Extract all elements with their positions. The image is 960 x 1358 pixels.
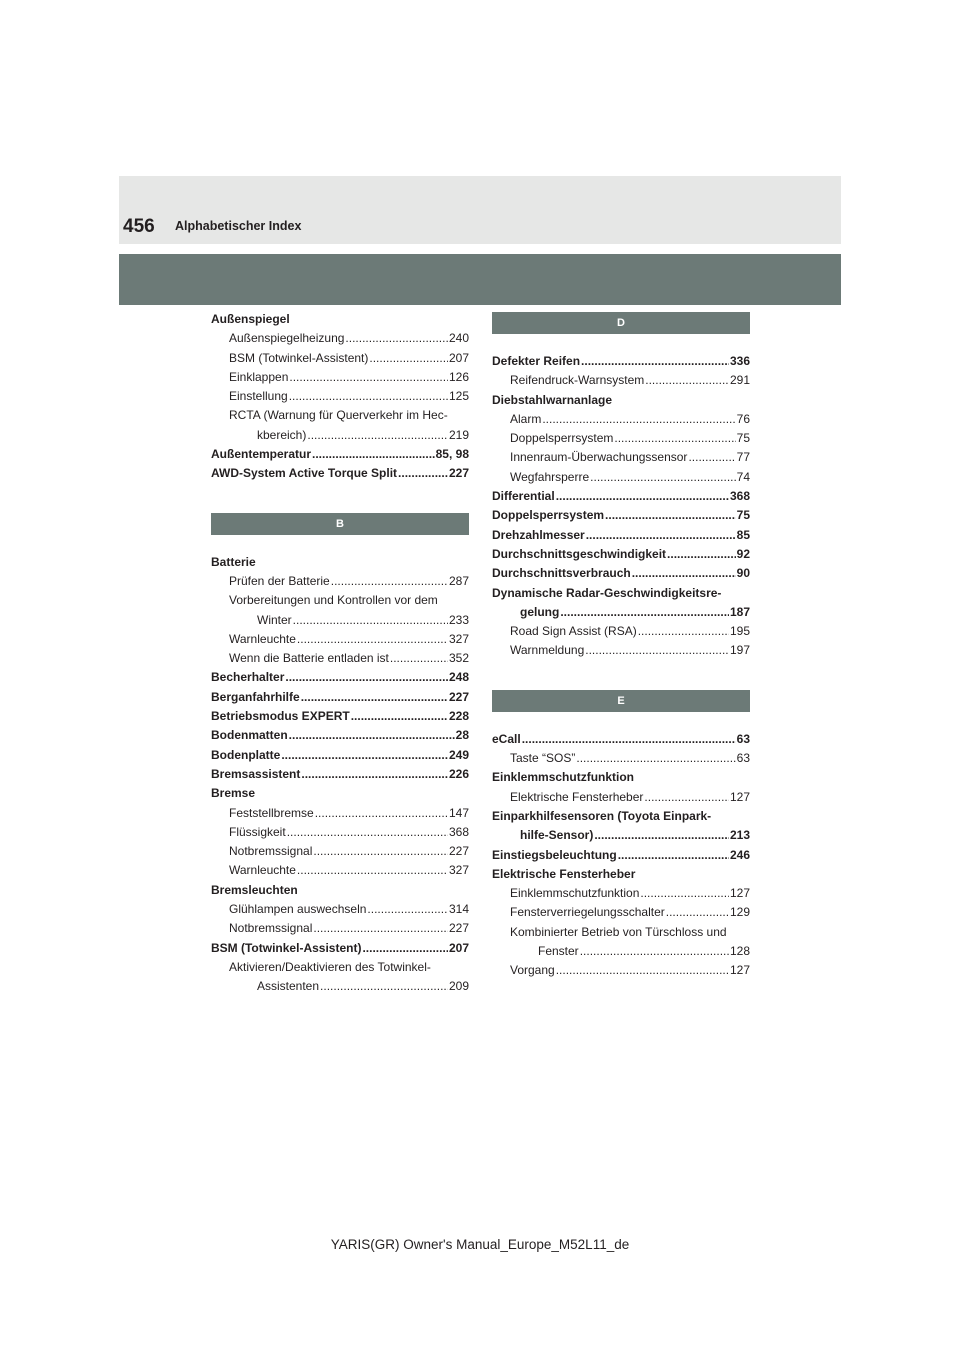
index-subentry: [492, 641, 750, 660]
index-page-ref[interactable]: 147: [448, 805, 469, 820]
index-entry: [492, 846, 750, 865]
dot-leader: [362, 939, 448, 958]
index-entry-label: Becherhalter: [211, 670, 285, 685]
index-subentry: [211, 329, 469, 348]
index-entry-label: Einparkhilfesensoren (Toyota Einpark-: [492, 808, 712, 823]
index-page-ref[interactable]: 352: [448, 651, 469, 666]
index-entry-label-continued: Fenster: [538, 944, 579, 959]
header-bar: [119, 176, 841, 244]
index-page-ref[interactable]: 127: [729, 886, 750, 901]
dot-leader: [369, 349, 448, 368]
index-entry-label: Aktivieren/Deaktivieren des Totwinkel-: [229, 959, 431, 974]
index-entry-label: Bodenplatte: [211, 747, 281, 762]
index-subentry: [492, 903, 750, 922]
dot-leader: [560, 603, 729, 622]
header-decorative-band: [119, 254, 841, 305]
dot-leader: [614, 429, 735, 448]
dot-leader: [398, 464, 448, 483]
section-title: Alphabetischer Index: [175, 219, 302, 233]
index-entry-label: Batterie: [211, 554, 256, 569]
index-entry: [211, 445, 469, 464]
index-entry-label: Betriebsmodus EXPERT: [211, 709, 350, 724]
dot-leader: [313, 842, 448, 861]
dot-leader: [688, 448, 735, 467]
index-subentry: [211, 387, 469, 406]
dot-leader: [345, 329, 448, 348]
index-entry: [211, 668, 469, 687]
index-page-ref[interactable]: 368: [729, 489, 750, 504]
index-entry-label: Kombinierter Betrieb von Türschloss und: [510, 924, 727, 939]
dot-leader: [301, 688, 448, 707]
dot-leader: [667, 545, 736, 564]
dot-leader: [301, 765, 448, 784]
index-letter-heading: D: [492, 312, 750, 334]
index-subentry: [211, 591, 469, 630]
dot-leader: [542, 410, 735, 429]
index-entry: [211, 688, 469, 707]
index-entry-label: Prüfen der Batterie: [229, 573, 330, 588]
index-entry-label: AWD-System Active Torque Split: [211, 466, 398, 481]
index-entry-label: Fensterverriegelungsschalter: [510, 905, 665, 920]
index-page-ref[interactable]: 249: [448, 747, 469, 762]
page-number: 456: [123, 216, 155, 237]
dot-leader: [581, 352, 729, 371]
index-entry-label: BSM (Totwinkel-Assistent): [229, 350, 369, 365]
index-entry: [211, 746, 469, 765]
index-page-ref[interactable]: 248: [448, 670, 469, 685]
index-subentry: [211, 406, 469, 445]
dot-leader: [281, 746, 448, 765]
dot-leader: [585, 641, 729, 660]
index-entry-label: Doppelsperrsystem: [492, 508, 605, 523]
index-page-ref[interactable]: 327: [448, 631, 469, 646]
dot-leader: [632, 564, 736, 583]
index-letter-heading: B: [211, 513, 469, 535]
index-entry: [211, 726, 469, 745]
index-entry-label: Einklemmschutzfunktion: [492, 770, 635, 785]
index-column-right: [492, 310, 750, 981]
index-entry-label: Außenspiegelheizung: [229, 331, 345, 346]
index-page-ref[interactable]: 63: [736, 731, 750, 746]
dot-leader: [289, 368, 448, 387]
index-entry-label: Feststellbremse: [229, 805, 314, 820]
index-entry: [211, 765, 469, 784]
dot-leader: [351, 707, 448, 726]
index-entry-label: Drehzahlmesser: [492, 527, 585, 542]
index-entry: [492, 506, 750, 525]
index-entry-label: Außenspiegel: [211, 312, 290, 326]
index-subentry: [211, 368, 469, 387]
index-subentry: [211, 919, 469, 938]
index-entry-label-continued: kbereich): [257, 427, 307, 442]
index-page-ref[interactable]: 227: [448, 466, 469, 481]
index-entry-label: Notbremssignal: [229, 921, 313, 936]
dot-leader: [285, 668, 448, 687]
index-page-ref[interactable]: 233: [448, 612, 469, 627]
index-page-ref[interactable]: 75: [736, 508, 750, 523]
index-subentry: [211, 842, 469, 861]
index-subentry: [492, 923, 750, 962]
dot-leader: [556, 961, 729, 980]
dot-leader: [307, 426, 448, 445]
index-entry: [211, 784, 469, 803]
index-entry-label: Bremsassistent: [211, 766, 301, 781]
index-subentry: [211, 349, 469, 368]
index-entry-label: Defekter Reifen: [492, 354, 581, 368]
dot-leader: [331, 572, 448, 591]
index-page-ref[interactable]: 207: [448, 350, 469, 365]
index-entry-label: Road Sign Assist (RSA): [510, 624, 637, 639]
index-entry-label: Reifendruck-Warnsystem: [510, 373, 645, 388]
dot-leader: [320, 977, 448, 996]
dot-leader: [638, 622, 729, 641]
index-page-ref[interactable]: 368: [448, 824, 469, 839]
index-page-ref[interactable]: 336: [729, 354, 750, 368]
index-subentry: [492, 622, 750, 641]
index-entry-label: Berganfahrhilfe: [211, 689, 300, 704]
index-entry-label: Bremse: [211, 786, 256, 801]
index-page-ref[interactable]: 127: [729, 963, 750, 978]
index-entry-label: Durchschnittsgeschwindigkeit: [492, 546, 667, 561]
index-entry-label: Einstiegsbeleuchtung: [492, 847, 617, 862]
index-entry-label: Flüssigkeit: [229, 824, 286, 839]
index-entry-label: Doppelsperrsystem: [510, 431, 614, 446]
index-entry: [492, 564, 750, 583]
index-entry-label: Vorgang: [510, 963, 555, 978]
index-page-ref[interactable]: 227: [448, 921, 469, 936]
index-page-ref[interactable]: 125: [448, 389, 469, 404]
index-entry-label: eCall: [492, 731, 521, 746]
index-subentry: [211, 958, 469, 997]
index-entry: [492, 807, 750, 846]
index-entry-label: Elektrische Fensterheber: [510, 789, 644, 804]
index-column-left: [211, 310, 469, 997]
index-page-ref[interactable]: 314: [448, 902, 469, 917]
index-page-ref[interactable]: 227: [448, 689, 469, 704]
index-entry-label: Wegfahrsperre: [510, 469, 590, 484]
dot-leader: [315, 804, 448, 823]
index-entry: [492, 526, 750, 545]
index-entry: [211, 939, 469, 958]
index-subentry: [211, 861, 469, 880]
index-page-ref[interactable]: 209: [448, 979, 469, 994]
index-subentry: [492, 429, 750, 448]
index-entry: [492, 768, 750, 787]
index-entry: [211, 310, 469, 329]
index-subentry: [492, 788, 750, 807]
index-subentry: [211, 649, 469, 668]
index-entry-label: Elektrische Fensterheber: [492, 866, 636, 881]
index-entry-label: Durchschnittsverbrauch: [492, 566, 631, 581]
index-entry: [492, 584, 750, 623]
index-entry: [492, 730, 750, 749]
index-page-ref[interactable]: 63: [736, 751, 750, 766]
index-page-ref[interactable]: 246: [729, 847, 750, 862]
dot-leader: [390, 649, 448, 668]
index-page-ref[interactable]: 219: [448, 427, 469, 442]
index-page-ref[interactable]: 287: [448, 573, 469, 588]
index-entry-label: Einklappen: [229, 369, 289, 384]
index-entry: [211, 464, 469, 483]
index-entry-label: Notbremssignal: [229, 844, 313, 859]
dot-leader: [293, 611, 448, 630]
index-page-ref[interactable]: 327: [448, 863, 469, 878]
index-page-ref[interactable]: 197: [729, 643, 750, 658]
index-page-ref[interactable]: 291: [729, 373, 750, 388]
dot-leader: [556, 487, 729, 506]
dot-leader: [367, 900, 448, 919]
index-subentry: [211, 804, 469, 823]
index-entry: [492, 352, 750, 371]
dot-leader: [618, 846, 729, 865]
index-entry: [492, 865, 750, 884]
index-entry-label: RCTA (Warnung für Querverkehr im Hec-: [229, 408, 448, 423]
index-subentry: [492, 749, 750, 768]
dot-leader: [312, 445, 435, 464]
index-entry-label: Bremsleuchten: [211, 882, 298, 897]
index-subentry: [211, 900, 469, 919]
dot-leader: [289, 726, 455, 745]
dot-leader: [644, 788, 729, 807]
footer-manual-id: YARIS(GR) Owner's Manual_Europe_M52L11_de: [330, 1237, 630, 1252]
index-letter-heading: E: [492, 690, 750, 712]
index-entry: [492, 545, 750, 564]
index-entry-label: Innenraum-Überwachungssensor: [510, 450, 688, 465]
dot-leader: [640, 884, 729, 903]
index-subentry: [211, 823, 469, 842]
index-page-ref[interactable]: 126: [448, 369, 469, 384]
index-entry-label: Bodenmatten: [211, 728, 288, 743]
index-entry-label: Warnleuchte: [229, 631, 296, 646]
index-page-ref[interactable]: 187: [729, 604, 750, 619]
index-subentry: [211, 572, 469, 591]
dot-leader: [576, 749, 735, 768]
index-subentry: [492, 410, 750, 429]
index-subentry: [492, 884, 750, 903]
index-page-ref[interactable]: 207: [448, 940, 469, 955]
index-entry-label: Vorbereitungen und Kontrollen vor dem: [229, 593, 438, 608]
dot-leader: [313, 919, 448, 938]
index-entry-label-continued: Assistenten: [257, 979, 320, 994]
index-subentry: [211, 630, 469, 649]
index-page-ref[interactable]: 28: [455, 728, 469, 743]
dot-leader: [594, 826, 729, 845]
index-subentry: [492, 468, 750, 487]
dot-leader: [289, 387, 448, 406]
index-page-ref[interactable]: 75: [736, 431, 750, 446]
index-page-ref[interactable]: 227: [448, 844, 469, 859]
dot-leader: [645, 371, 729, 390]
index-entry-label-continued: Winter: [257, 612, 292, 627]
index-page-ref[interactable]: 228: [448, 709, 469, 724]
index-page-ref[interactable]: 77: [736, 450, 750, 465]
dot-leader: [590, 468, 735, 487]
index-subentry: [492, 961, 750, 980]
index-subentry: [492, 448, 750, 467]
index-page-ref[interactable]: 90: [736, 566, 750, 581]
index-page-ref[interactable]: 213: [729, 828, 750, 843]
index-page-ref[interactable]: 127: [729, 789, 750, 804]
index-page-ref[interactable]: 226: [448, 766, 469, 781]
dot-leader: [297, 630, 448, 649]
index-entry-label: Diebstahlwarnanlage: [492, 392, 613, 407]
index-entry: [492, 487, 750, 506]
index-page-ref[interactable]: 195: [729, 624, 750, 639]
index-entry-label-continued: hilfe-Sensor): [520, 828, 594, 843]
dot-leader: [287, 823, 448, 842]
index-page-ref[interactable]: 240: [448, 331, 469, 346]
index-entry: [492, 391, 750, 410]
index-entry: [211, 707, 469, 726]
index-entry-label: Außentemperatur: [211, 447, 312, 462]
index-entry-label: BSM (Totwinkel-Assistent): [211, 940, 362, 955]
dot-leader: [580, 942, 729, 961]
dot-leader: [586, 526, 736, 545]
index-entry-label: Taste “SOS”: [510, 751, 576, 766]
index-page-ref[interactable]: 85, 98: [435, 447, 469, 462]
index-entry-label: Wenn die Batterie entladen ist: [229, 651, 389, 666]
dot-leader: [297, 861, 448, 880]
index-entry-label: Glühlampen auswechseln: [229, 902, 367, 917]
index-entry-label: Warnleuchte: [229, 863, 296, 878]
index-entry-label: Alarm: [510, 411, 542, 426]
dot-leader: [605, 506, 736, 525]
index-entry-label: Einstellung: [229, 389, 288, 404]
index-page-ref[interactable]: 129: [729, 905, 750, 920]
index-entry-label: Dynamische Radar-Geschwindigkeitsre-: [492, 585, 722, 600]
index-page-ref[interactable]: 85: [736, 527, 750, 542]
index-entry-label: Einklemmschutzfunktion: [510, 886, 640, 901]
index-page-ref[interactable]: 128: [729, 944, 750, 959]
index-entry: [211, 553, 469, 572]
index-subentry: [492, 371, 750, 390]
dot-leader: [666, 903, 729, 922]
index-page-ref[interactable]: 92: [736, 546, 750, 561]
index-entry-label-continued: gelung: [520, 604, 560, 619]
index-page-ref[interactable]: 76: [736, 411, 750, 426]
index-entry-label: Warnmeldung: [510, 643, 585, 658]
index-entry: [211, 881, 469, 900]
index-entry-label: Differential: [492, 489, 555, 504]
dot-leader: [522, 730, 736, 749]
index-page-ref[interactable]: 74: [736, 469, 750, 484]
